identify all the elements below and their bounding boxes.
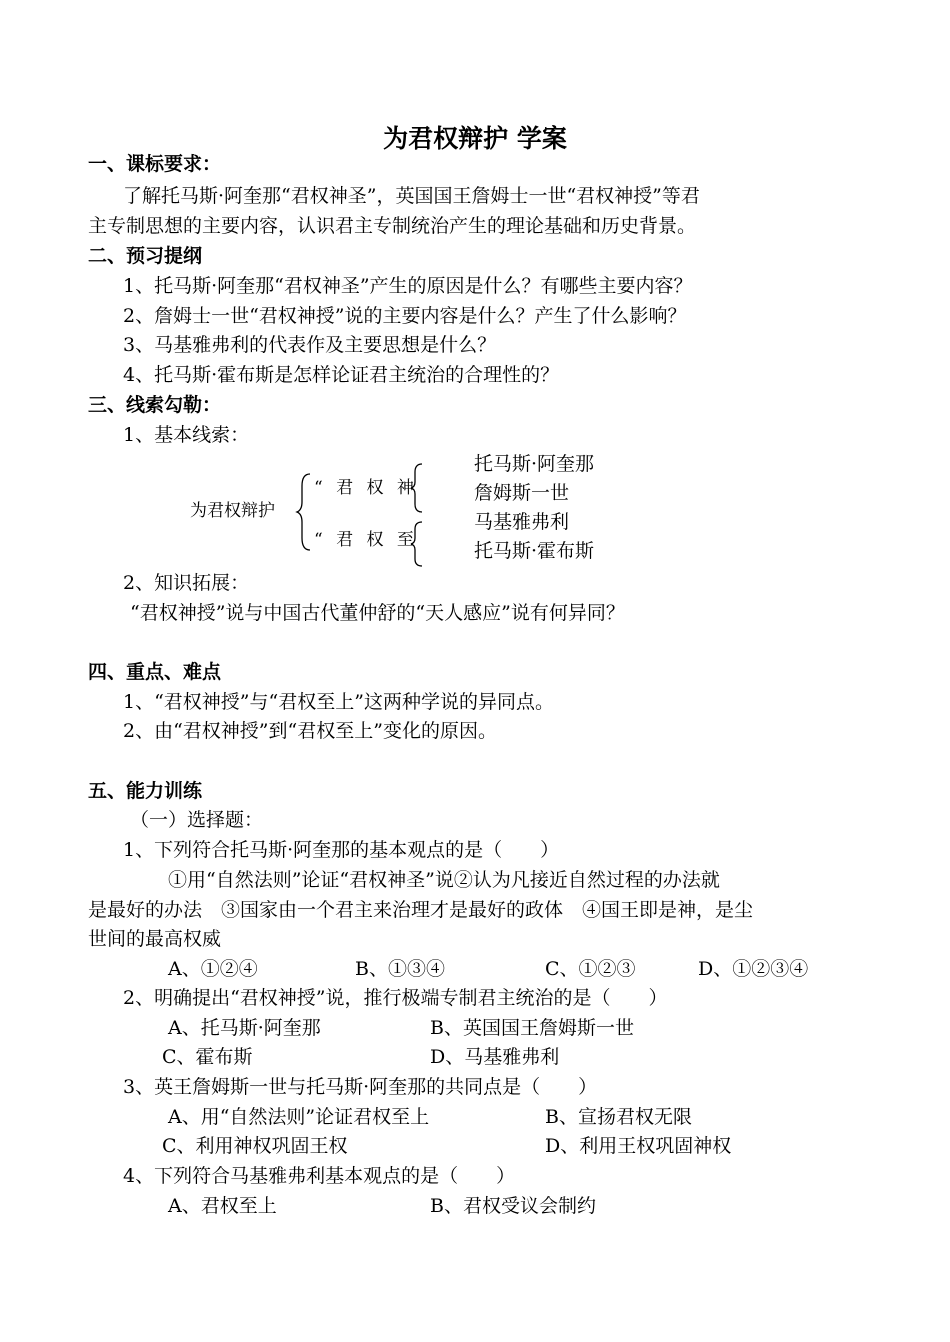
question-1-stem: 1、下列符合托马斯·阿奎那的基本观点的是（ ） — [123, 839, 560, 861]
answer-option: B、英国国王詹姆斯一世 — [430, 1017, 634, 1039]
outline-item: 3、马基雅弗利的代表作及主要思想是什么？ — [123, 334, 497, 356]
outline-item: 4、托马斯·霍布斯是怎样论证君主统治的合理性的？ — [123, 364, 560, 386]
root-brace — [296, 472, 312, 552]
diagram-branch-1: “ 君 权 神 — [314, 478, 418, 498]
key-point-item: 1、“君权神授”与“君权至上”这两种学说的异同点。 — [123, 691, 554, 713]
section-1-heading: 一、课标要求： — [88, 153, 222, 175]
question-1-text: 世间的最高权威 — [88, 928, 222, 950]
branch-2-brace — [410, 520, 424, 568]
section-3-heading: 三、线索勾勒： — [88, 394, 222, 416]
answer-option: B、宣扬君权无限 — [545, 1106, 692, 1128]
answer-option: B、①③④ — [355, 958, 445, 980]
diagram-leaf: 詹姆斯一世 — [474, 482, 570, 504]
key-point-item: 2、由“君权神授”到“君权至上”变化的原因。 — [123, 720, 497, 742]
branch-1-brace — [410, 462, 424, 514]
answer-option: C、利用神权巩固王权 — [162, 1135, 348, 1157]
outline-item: 1、托马斯·阿奎那“君权神圣”产生的原因是什么？有哪些主要内容？ — [123, 275, 693, 297]
page-title: 为君权辩护 学案 — [383, 124, 567, 153]
answer-option: B、君权受议会制约 — [430, 1195, 596, 1217]
question-1-text: ①用“自然法则”论证“君权神圣”说②认为凡接近自然过程的办法就 — [168, 869, 720, 891]
section-5-heading: 五、能力训练 — [88, 780, 203, 802]
answer-option: C、霍布斯 — [162, 1046, 253, 1068]
diagram-leaf: 马基雅弗利 — [474, 511, 570, 533]
knowledge-extension-label: 2、知识拓展： — [123, 572, 250, 594]
diagram-leaf: 托马斯·阿奎那 — [474, 453, 595, 475]
answer-option: A、君权至上 — [168, 1195, 277, 1217]
question-1-text: 是最好的办法 ③国家由一个君主来治理才是最好的政体 ④国王即是神，是尘 — [88, 899, 754, 921]
diagram-branch-2: “ 君 权 至 — [314, 530, 418, 550]
answer-option: A、用“自然法则”论证君权至上 — [168, 1106, 430, 1128]
diagram-root: 为君权辩护 — [190, 501, 275, 521]
answer-option: D、利用王权巩固神权 — [545, 1135, 732, 1157]
outline-item: 2、詹姆士一世“君权神授”说的主要内容是什么？产生了什么影响？ — [123, 305, 687, 327]
multiple-choice-label: （一）选择题： — [130, 809, 264, 831]
question-3-stem: 3、英王詹姆斯一世与托马斯·阿奎那的共同点是（ ） — [123, 1076, 598, 1098]
extension-question: “君权神授”说与中国古代董仲舒的“天人感应”说有何异同？ — [130, 602, 625, 624]
section-4-heading: 四、重点、难点 — [88, 661, 222, 683]
answer-option: A、①②④ — [168, 958, 258, 980]
answer-option: D、马基雅弗利 — [430, 1046, 560, 1068]
question-2-stem: 2、明确提出“君权神授”说，推行极端专制君主统治的是（ ） — [123, 987, 668, 1009]
diagram-leaf: 托马斯·霍布斯 — [474, 540, 595, 562]
curriculum-text-line-1: 了解托马斯·阿奎那“君权神圣”，英国国王詹姆士一世“君权神授”等君 — [123, 185, 700, 207]
section-2-heading: 二、预习提纲 — [88, 245, 203, 267]
answer-option: D、①②③④ — [698, 958, 809, 980]
answer-option: A、托马斯·阿奎那 — [168, 1017, 321, 1039]
basic-clue-label: 1、基本线索： — [123, 424, 250, 446]
curriculum-text-line-2: 主专制思想的主要内容，认识君主专制统治产生的理论基础和历史背景。 — [88, 215, 697, 237]
question-4-stem: 4、下列符合马基雅弗利基本观点的是（ ） — [123, 1165, 516, 1187]
answer-option: C、①②③ — [545, 958, 636, 980]
